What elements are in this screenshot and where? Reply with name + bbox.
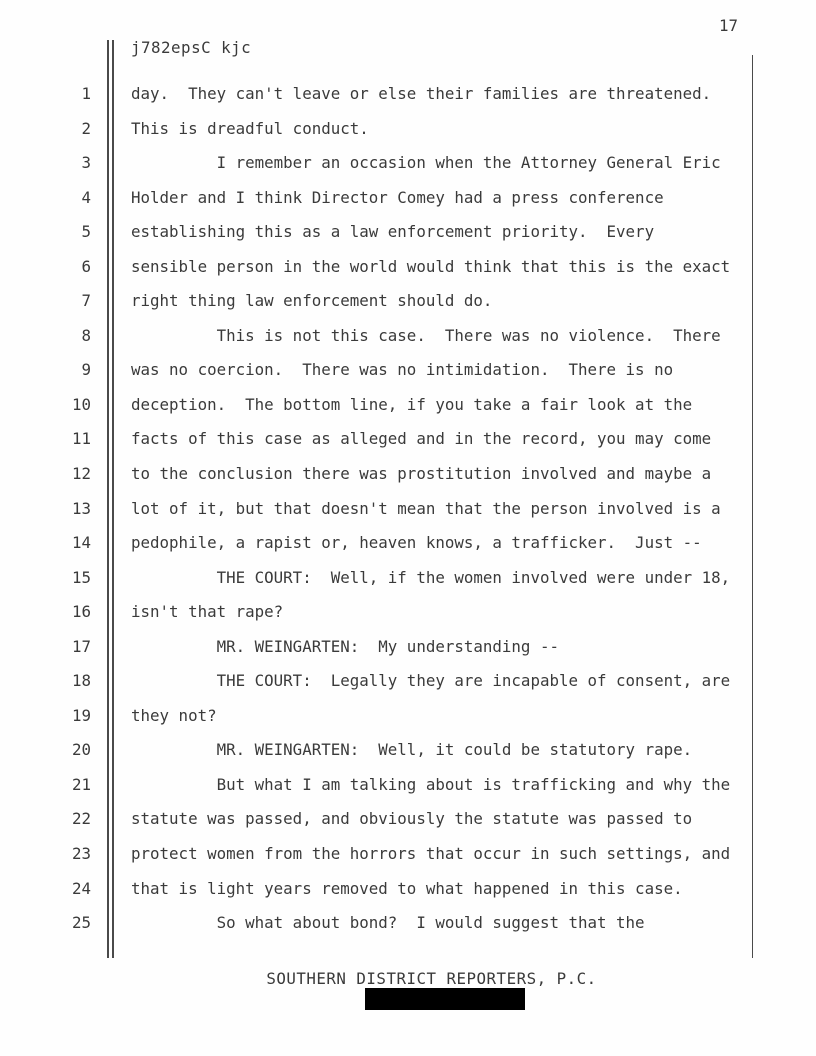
transcript-line	[0, 457, 816, 492]
transcript-line	[0, 388, 816, 423]
transcript-line	[0, 181, 816, 216]
line-number: 18	[71, 671, 91, 691]
line-number: 21	[71, 774, 91, 794]
line-text: So what about bond? I would suggest that the	[131, 913, 645, 933]
line-text: establishing this as a law enforcement priority. Every	[131, 222, 655, 242]
line-text: This is dreadful conduct.	[131, 118, 369, 138]
line-text: MR. WEINGARTEN: My understanding --	[131, 636, 559, 656]
line-text: to the conclusion there was prostitution involved and maybe a	[131, 464, 712, 484]
line-number: 17	[71, 636, 91, 656]
transcript-line	[0, 699, 816, 734]
line-text: But what I am talking about is trafficking and why the	[131, 774, 731, 794]
line-text: protect women from the horrors that occur in such settings, and	[131, 844, 731, 864]
transcript-line	[0, 837, 816, 872]
line-number: 15	[71, 567, 91, 587]
line-number: 3	[81, 153, 91, 173]
line-number: 19	[71, 705, 91, 725]
line-number: 23	[71, 844, 91, 864]
transcript-line	[0, 422, 816, 457]
line-number: 20	[71, 740, 91, 760]
line-text: I remember an occasion when the Attorney General Eric	[131, 153, 721, 173]
line-text: THE COURT: Legally they are incapable of consent, are	[131, 671, 731, 691]
line-number: 5	[81, 222, 91, 242]
transcript-line	[0, 77, 816, 112]
line-text: MR. WEINGARTEN: Well, it could be statutory rape.	[131, 740, 693, 760]
transcript-line	[0, 319, 816, 354]
transcript-line	[0, 492, 816, 527]
line-number: 4	[81, 187, 91, 207]
line-text: Holder and I think Director Comey had a press conference	[131, 187, 664, 207]
transcript-line	[0, 906, 816, 941]
line-text: facts of this case as alleged and in the record, you may come	[131, 429, 712, 449]
line-number: 7	[81, 291, 91, 311]
line-number: 22	[71, 809, 91, 829]
transcript-line	[0, 526, 816, 561]
line-text: isn't that rape?	[131, 602, 284, 622]
line-text: right thing law enforcement should do.	[131, 291, 493, 311]
line-text: day. They can't leave or else their families are threatened.	[131, 84, 712, 103]
line-number: 8	[81, 325, 91, 345]
line-number: 12	[71, 464, 91, 484]
transcript-line	[0, 595, 816, 630]
transcript-line	[0, 630, 816, 665]
line-text: that is light years removed to what happened in this case.	[131, 878, 683, 898]
transcript-line	[0, 802, 816, 837]
line-number: 16	[71, 602, 91, 622]
redaction-bar	[365, 988, 525, 1010]
line-number: 13	[71, 498, 91, 518]
page-number: 17	[718, 16, 738, 35]
transcript-line	[0, 353, 816, 388]
transcript-line	[0, 561, 816, 596]
line-text: was no coercion. There was no intimidation. There is no	[131, 360, 674, 380]
transcript-line	[0, 112, 816, 147]
transcript-line	[0, 872, 816, 907]
line-text: lot of it, but that doesn't mean that the person involved is a	[131, 498, 721, 518]
line-number: 2	[81, 118, 91, 138]
transcript-line	[0, 733, 816, 768]
line-number: 6	[81, 256, 91, 276]
transcript-lines	[0, 77, 816, 941]
line-text: they not?	[131, 705, 217, 725]
line-number: 14	[71, 533, 91, 553]
line-text: pedophile, a rapist or, heaven knows, a trafficker. Just --	[131, 533, 702, 553]
line-text: THE COURT: Well, if the women involved were under 18,	[131, 567, 731, 587]
transcript-line	[0, 215, 816, 250]
line-number: 25	[71, 913, 91, 933]
line-number: 10	[71, 394, 91, 414]
line-text: sensible person in the world would think that this is the exact	[131, 256, 731, 276]
line-number: 24	[71, 878, 91, 898]
line-text: This is not this case. There was no violence. There	[131, 325, 721, 345]
line-number: 1	[81, 84, 91, 103]
transcript-line	[0, 768, 816, 803]
reporter-footer: SOUTHERN DISTRICT REPORTERS, P.C.	[266, 969, 597, 988]
transcript-line	[0, 664, 816, 699]
line-text: statute was passed, and obviously the statute was passed to	[131, 809, 693, 829]
line-text: deception. The bottom line, if you take a fair look at the	[131, 394, 693, 414]
transcript-header-label: j782epsC kjc	[131, 38, 252, 57]
line-number: 11	[71, 429, 91, 449]
transcript-line	[0, 146, 816, 181]
transcript-line	[0, 250, 816, 285]
line-number: 9	[81, 360, 91, 380]
transcript-line	[0, 284, 816, 319]
